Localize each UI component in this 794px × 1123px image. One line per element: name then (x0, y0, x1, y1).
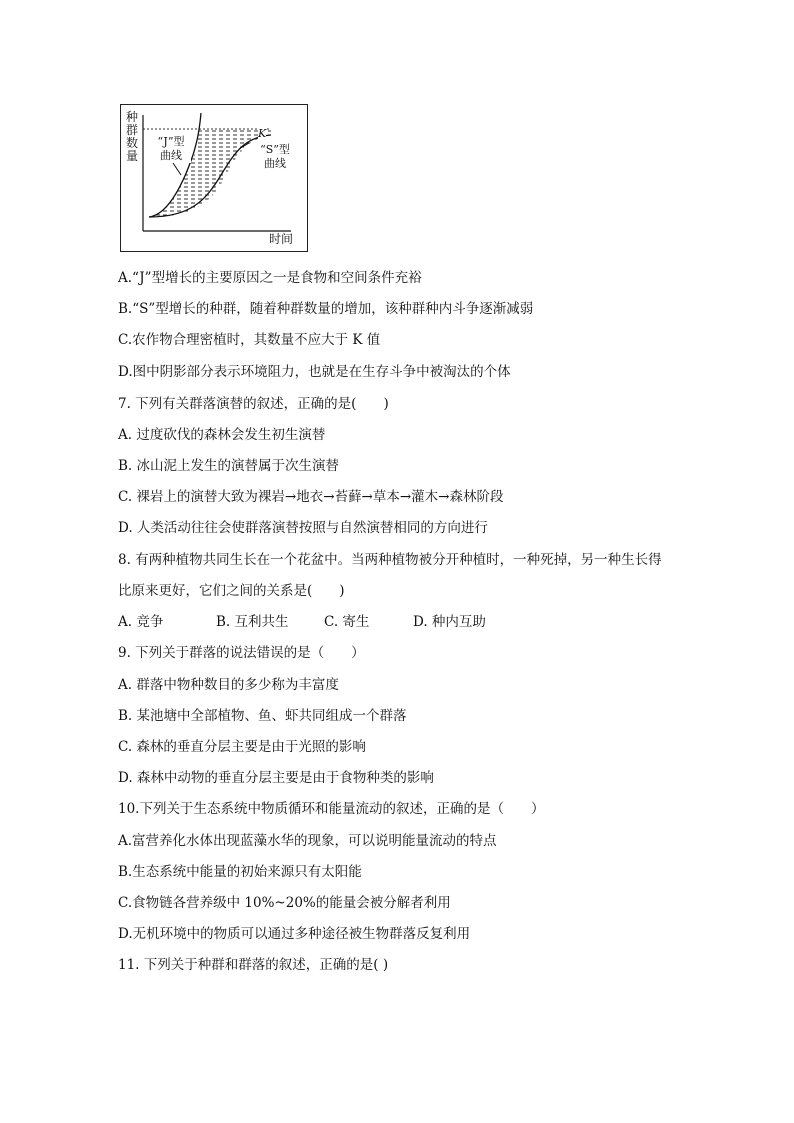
q8-stem-line1: 8. 有两种植物共同生长在一个花盆中。当两种植物被分开种植时，一种死掉，另一种生长得 (118, 552, 662, 568)
q8-option-b: B. 互利共生 (216, 614, 289, 630)
q9-option-c: C. 森林的垂直分层主要是由于光照的影响 (118, 739, 366, 755)
s-curve-label (252, 143, 298, 171)
q7-option-c: C. 裸岩上的演替大致为裸岩→地衣→苔藓→草本→灌木→森林阶段 (118, 489, 504, 505)
j-curve-label-line2: 曲线 (160, 149, 182, 162)
k-label: K (258, 127, 267, 140)
s-curve-label-line2: 曲线 (264, 157, 286, 170)
q6-option-c: C.农作物合理密植时，其数量不应大于 K 值 (118, 332, 381, 348)
curve-diagram (121, 105, 307, 251)
q7-option-b: B. 冰山泥上发生的演替属于次生演替 (118, 458, 340, 474)
q10-option-b: B.生态系统中能量的初始来源只有太阳能 (118, 864, 362, 880)
q8-option-d: D. 种内互助 (413, 614, 486, 630)
q6-option-a: A.“J”型增长的主要原因之一是食物和空间条件充裕 (118, 270, 422, 286)
q10-option-c: C.食物链各营养级中 10%~20%的能量会被分解者利用 (118, 895, 451, 911)
q9-stem: 9. 下列关于群落的说法错误的是（ ） (118, 645, 365, 661)
q11-stem: 11. 下列关于种群和群落的叙述，正确的是( ) (118, 957, 389, 973)
y-axis-label: 种群数量 (125, 110, 138, 163)
q9-option-a: A. 群落中物种数目的多少称为丰富度 (118, 677, 339, 693)
q7-option-a: A. 过度砍伐的森林会发生初生演替 (118, 427, 326, 443)
q9-option-b: B. 某池塘中全部植物、鱼、虾共同组成一个群落 (118, 708, 407, 724)
q6-option-d: D.图中阴影部分表示环境阻力，也就是在生存斗争中被淘汰的个体 (118, 364, 511, 380)
q7-option-d: D. 人类活动往往会使群落演替按照与自然演替相同的方向进行 (118, 520, 488, 536)
q9-option-d: D. 森林中动物的垂直分层主要是由于食物种类的影响 (118, 770, 434, 786)
q10-stem: 10.下列关于生态系统中物质循环和能量流动的叙述，正确的是（ ） (118, 801, 545, 817)
j-curve-label (151, 135, 191, 163)
j-curve-label-line1: “J”型 (157, 135, 185, 148)
x-axis-label: 时间 (269, 232, 294, 246)
q8-stem-line2: 比原来更好，它们之间的关系是( ) (118, 583, 345, 599)
q10-option-a: A.富营养化水体出现蓝藻水华的现象，可以说明能量流动的特点 (118, 833, 497, 849)
s-curve-label-line1: “S”型 (260, 143, 290, 156)
q6-option-b: B.“S”型增长的种群，随着种群数量的增加，该种群种内斗争逐渐减弱 (118, 301, 534, 317)
q7-stem: 7. 下列有关群落演替的叙述，正确的是( ) (118, 396, 389, 412)
q10-option-d: D.无机环境中的物质可以通过多种途径被生物群落反复利用 (118, 926, 471, 942)
population-growth-figure (120, 104, 308, 252)
j-pointer (173, 163, 181, 175)
q8-option-a: A. 竞争 (118, 614, 164, 630)
q8-option-c: C. 寄生 (324, 614, 370, 630)
